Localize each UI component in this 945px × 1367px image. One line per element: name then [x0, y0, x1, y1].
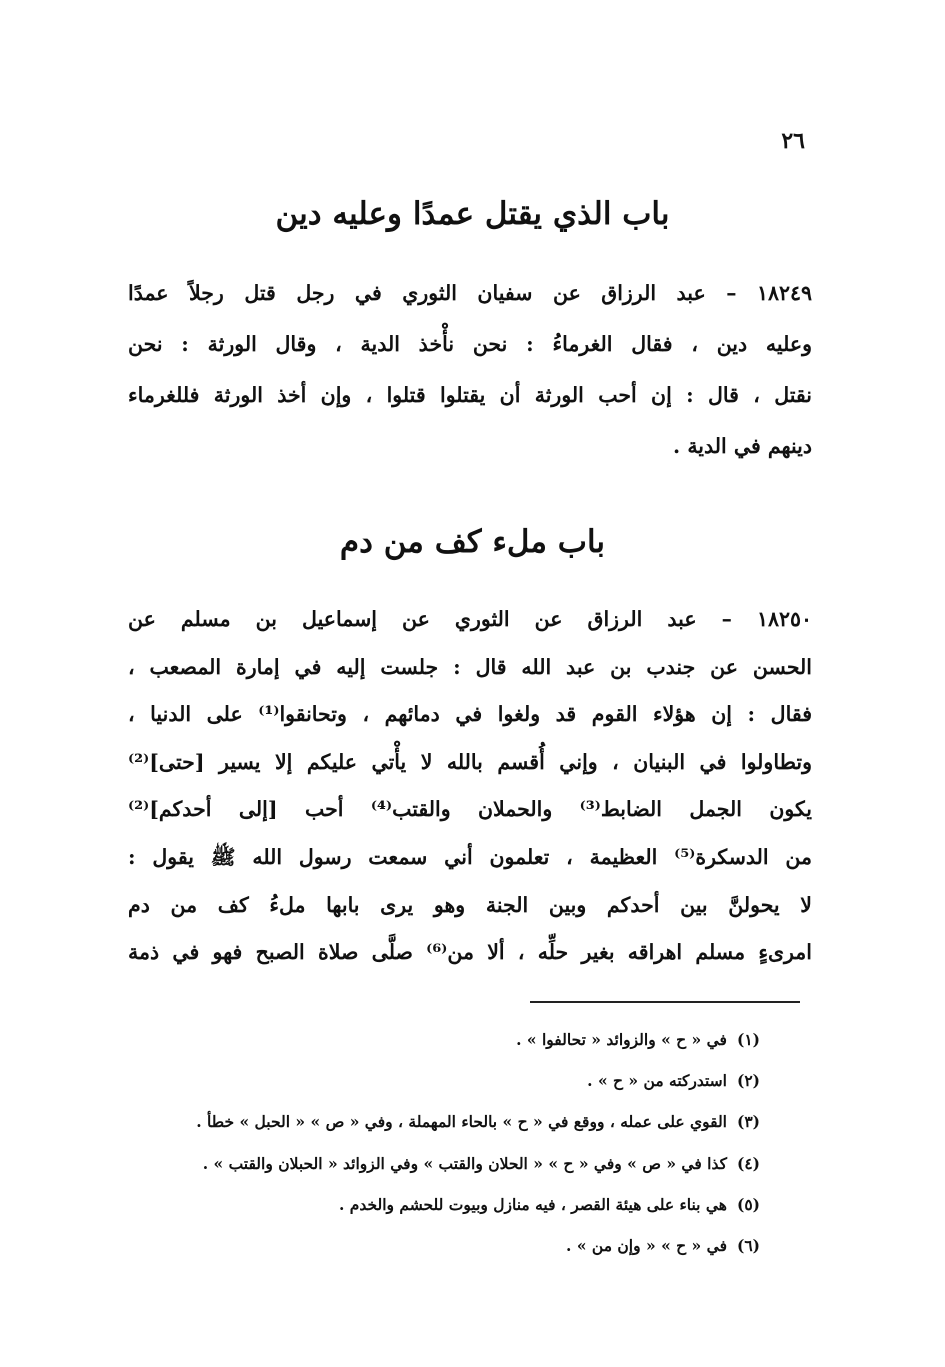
text-line: دينهم في الدية .: [673, 434, 812, 458]
chapter-heading-1: باب الذي يقتل عمدًا وعليه دين: [275, 196, 670, 232]
footnote-number: (٤): [736, 1153, 760, 1173]
footnote-number: (٦): [736, 1235, 760, 1255]
footnote-5: [120, 1189, 760, 1230]
text-line: يكون الجمل الضابط⁽³⁾ والحملان والقتب⁽⁴⁾ أحب [إلى أحدكم]⁽²⁾: [128, 797, 812, 822]
footnote-number: (٢): [736, 1071, 760, 1091]
footnotes: [120, 1024, 760, 1271]
text-line: الحسن عن جندب بن عبد الله قال : جلست إليه في إمارة المصعب ،: [128, 654, 812, 679]
footnote-number: (٣): [736, 1112, 760, 1132]
text-line: لا يحولنَّ بين أحدكم وبين الجنة وهو يرى بابها ملءُ كف من دم: [128, 892, 812, 917]
footnote-number: (٥): [736, 1194, 760, 1214]
hadith-18249-text: [128, 268, 812, 472]
footnote-text: القوي على عمله ، ووقع في « ح » بالحاء المهملة ، وفي « ص » « الحبل » خطأ .: [196, 1112, 727, 1132]
footnote-1: [120, 1024, 760, 1065]
chapter-heading-2: باب ملء كف من دم: [339, 524, 606, 560]
footnote-text: استدركته من « ح » .: [587, 1071, 727, 1091]
text-line: وعليه دين ، فقال الغرماءُ : نحن نأْخذ الدية ، وقال الورثة : نحن: [128, 332, 812, 356]
footnote-4: [120, 1148, 760, 1189]
footnote-text: كذا في « ص » وفي « ح » « الحلان والقتب » وفي الزوائد « الحبلان والقتب » .: [202, 1153, 727, 1173]
footnote-2: [120, 1065, 760, 1106]
text-line: ١٨٢٤٩ – عبد الرزاق عن سفيان الثوري في رجل قتل رجلاً عمدًا: [128, 281, 812, 305]
hadith-18250-text: [128, 596, 812, 977]
text-line: فقال : إن هؤلاء القوم قد ولغوا في دمائهم ، وتحانقوا⁽¹⁾ على الدنيا ،: [128, 702, 812, 727]
footnote-separator: [530, 1001, 800, 1003]
text-line: امرىءٍ مسلم اهراقه بغير حلِّه ، ألا من⁽⁶⁾ صلَّى صلاة الصبح فهو في ذمة: [128, 940, 812, 965]
footnote-number: (١): [736, 1030, 760, 1049]
footnote-text: هي بناء على هيئة القصر ، فيه منازل وبيوت للحشم والخدم .: [338, 1194, 727, 1214]
page-number: ٢٦: [781, 128, 805, 154]
text-line: ١٨٢٥٠ – عبد الرزاق عن الثوري عن إسماعيل بن مسلم عن: [128, 607, 812, 631]
footnote-3: [120, 1106, 760, 1147]
footnote-text: في « ح » والزوائد « تحالفوا » .: [516, 1030, 727, 1049]
footnote-text: في « ح » « وإن من » .: [566, 1235, 727, 1255]
text-line: من الدسكرة⁽⁵⁾ العظيمة ، تعلمون أني سمعت رسول الله ﷺ يقول :: [128, 844, 812, 869]
text-line: وتطاولوا في البنيان ، وإني أُقسم بالله لا يأْتي عليكم إلا يسير [حتى]⁽²⁾: [128, 749, 812, 774]
footnote-6: [120, 1230, 760, 1271]
text-line: نقتل ، قال : إن أحب الورثة أن يقتلوا قتلوا ، وإن أخذ الورثة فللغرماء: [128, 383, 812, 407]
